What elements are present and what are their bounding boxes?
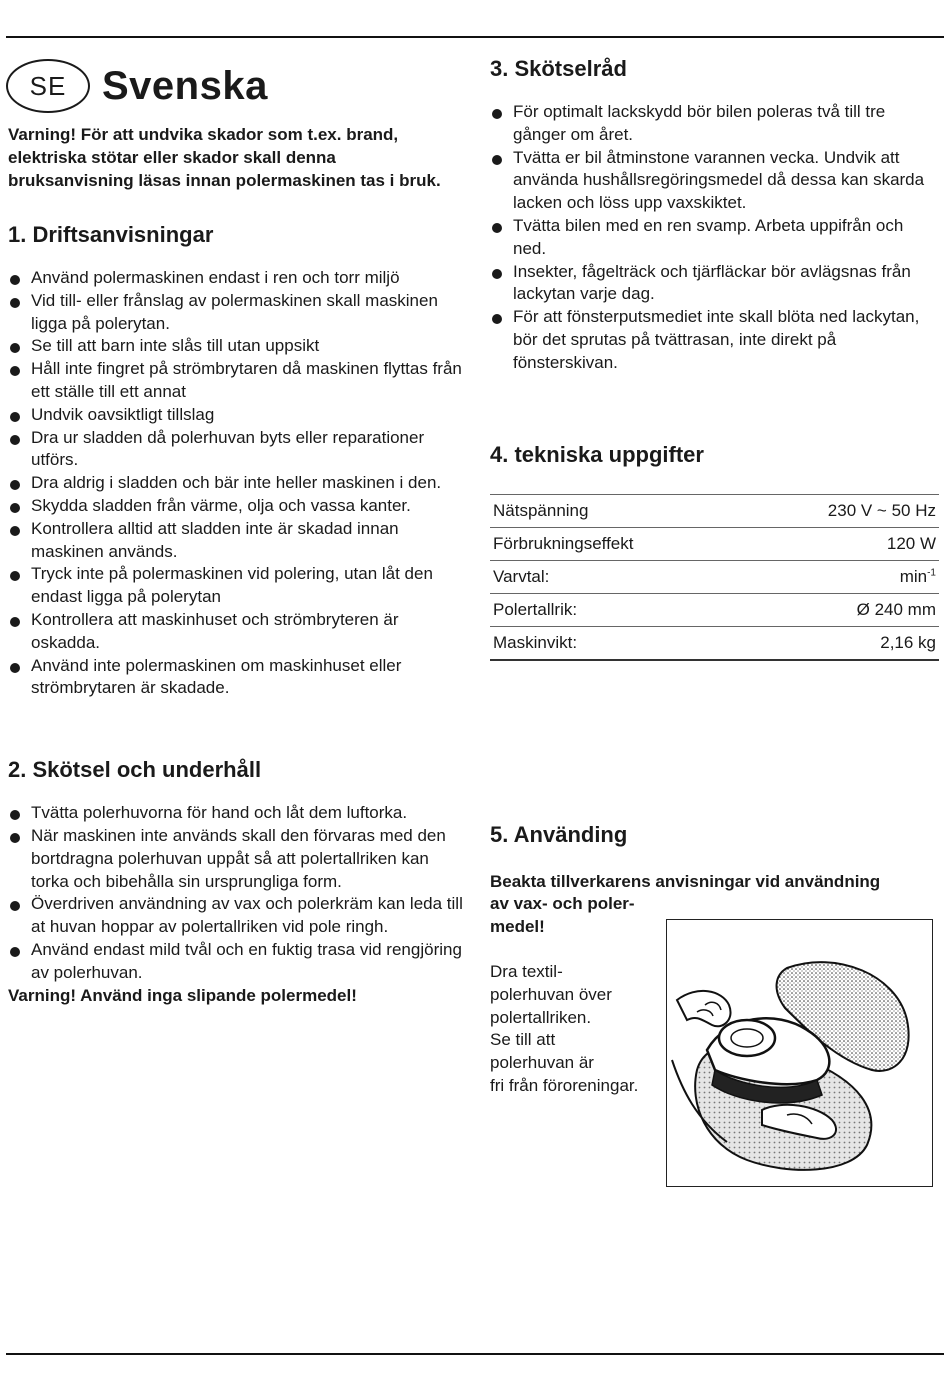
top-rule xyxy=(6,36,944,38)
spec-value xyxy=(742,560,939,593)
bottom-rule xyxy=(6,1353,944,1355)
list-item: Undvik oavsiktligt tillslag xyxy=(8,404,463,427)
list-item: Använd endast mild tvål och en fuktig trasa vid rengjöring av polerhuvan. xyxy=(8,939,463,985)
list-item: Använd polermaskinen endast i ren och torr miljö xyxy=(8,267,463,290)
spec-label: Förbrukningseffekt xyxy=(493,533,634,553)
section5-bold-line: medel! xyxy=(490,917,545,937)
list-item: Tvätta er bil åtminstone varannen vecka. Undvik att använda hushållsregöringsmedel då dessa kan skarda lacken och löss upp vaxskiktet. xyxy=(490,147,940,215)
list-item: Kontrollera att maskinhuset och strömbryteren är oskadda. xyxy=(8,609,463,655)
section2-title: 2. Skötsel och underhåll xyxy=(8,757,262,783)
spec-label: Nätspänning xyxy=(493,500,589,520)
spec-label: Polertallrik: xyxy=(493,599,578,619)
section2-warning: Varning! Använd inga slipande polermedel! xyxy=(8,985,357,1005)
polisher-illustration xyxy=(666,919,933,1187)
list-item: Se till att barn inte slås till utan uppsikt xyxy=(8,335,463,358)
section5-bold-line: Beakta tillverkarens anvisningar vid användning xyxy=(490,871,881,891)
polisher-drawing xyxy=(667,920,932,1186)
section5-body-line: polertallriken. xyxy=(490,1007,592,1027)
section4-title: 4. tekniska uppgifter xyxy=(490,441,704,467)
list-item: Överdriven användning av vax och polerkräm kan leda till at huvan hoppar av polertallriken vid pole ringh. xyxy=(8,893,463,939)
spec-value-unit: min xyxy=(899,566,928,586)
table-row xyxy=(490,593,939,626)
list-item: Tvätta polerhuvorna för hand och låt dem luftorka. xyxy=(8,802,463,825)
list-item: Vid till- eller frånslag av polermaskinen skall maskinen ligga på polerytan. xyxy=(8,290,463,336)
specs-table xyxy=(490,494,939,661)
language-title: Svenska xyxy=(102,63,268,108)
section5-body-line: polerhuvan är xyxy=(490,1053,594,1073)
spec-label: Maskinvikt: xyxy=(493,632,578,652)
left-column xyxy=(8,55,463,1007)
list-item: Skydda sladden från värme, olja och vassa kanter. xyxy=(8,495,463,518)
list-item: Tryck inte på polermaskinen vid polering, utan låt den endast ligga på polerytan xyxy=(8,563,463,609)
list-item: Använd inte polermaskinen om maskinhuset eller strömbrytaren är skadade. xyxy=(8,655,463,701)
table-row xyxy=(490,560,939,593)
list-item: Tvätta bilen med en ren svamp. Arbeta uppifrån och ned. xyxy=(490,215,940,261)
language-code-badge: SE xyxy=(6,59,90,113)
table-row xyxy=(490,494,939,527)
section5-body-line: Dra textil- xyxy=(490,961,563,981)
section5-title: 5. Använding xyxy=(490,821,628,847)
spec-label: Varvtal: xyxy=(493,566,550,586)
section5-body-line: Se till att xyxy=(490,1030,556,1050)
list-item: Dra aldrig i sladden och bär inte heller maskinen i den. xyxy=(8,472,463,495)
spec-value: Ø 240 mm xyxy=(856,599,936,619)
section1-list xyxy=(8,267,463,700)
section3-title: 3. Skötselråd xyxy=(490,56,627,81)
table-row xyxy=(490,626,939,660)
list-item: För optimalt lackskydd bör bilen poleras två till tre gånger om året. xyxy=(490,101,940,147)
intro-warning: Varning! För att undvika skador som t.ex. brand, elektriska stötar eller skador skall denna bruksanvisning läsas innan polermaskinen tas i bruk. xyxy=(8,125,441,190)
section5-body-line: polerhuvan över xyxy=(490,984,612,1004)
list-item: Håll inte fingret på strömbrytaren då maskinen flyttas från ett ställe till ett annat xyxy=(8,358,463,404)
section5-bold-line: av vax- och poler- xyxy=(490,894,635,914)
list-item: Kontrollera alltid att sladden inte är skadad innan maskinen används. xyxy=(8,518,463,564)
section5-body-line: fri från föroreningar. xyxy=(490,1075,639,1095)
section1-title: 1. Driftsanvisningar xyxy=(8,222,214,247)
table-row xyxy=(490,527,939,560)
spec-value: 230 V ~ 50 Hz xyxy=(827,500,936,520)
list-item: Insekter, fågelträck och tjärfläckar bör avlägsnas från lackytan varje dag. xyxy=(490,261,940,307)
section3-list xyxy=(490,101,940,375)
spec-value: 120 W xyxy=(886,533,936,553)
spec-value-exponent: -1 xyxy=(927,566,936,578)
list-item: När maskinen inte används skall den förvaras med den bortdragna polerhuvan uppåt så att polertallriken kan torka och bibehålla sin ursprungliga form. xyxy=(8,825,463,893)
spec-value: 2,16 kg xyxy=(880,632,936,652)
list-item: Dra ur sladden då polerhuvan byts eller reparationer utförs. xyxy=(8,427,463,473)
section2-list xyxy=(8,802,463,984)
list-item: För att fönsterputsmediet inte skall blöta ned lackytan, bör det sprutas på tvättrasan, inte direkt på fönsterskivan. xyxy=(490,306,940,374)
language-header xyxy=(8,55,463,117)
